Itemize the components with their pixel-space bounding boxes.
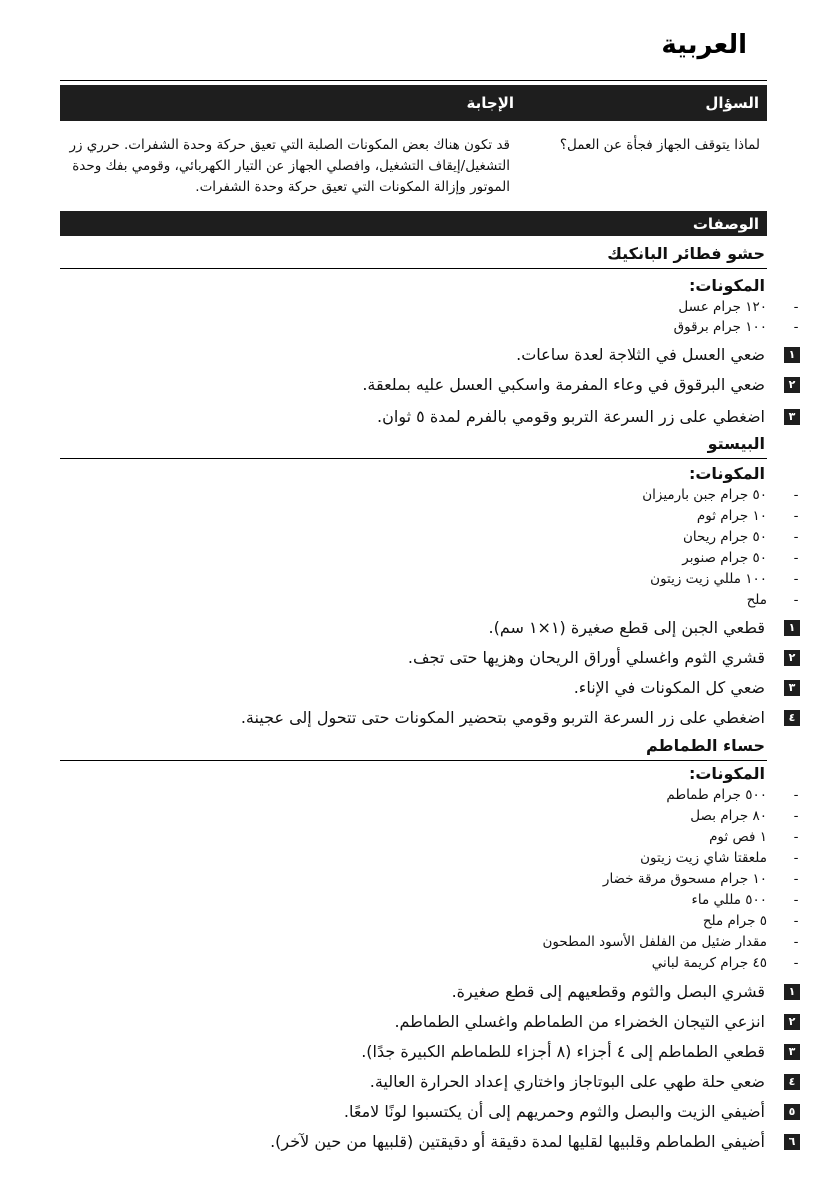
recipe-divider (60, 458, 767, 459)
ingredient-item (60, 316, 799, 338)
ingredient-item (60, 910, 799, 932)
ingredient-item (60, 868, 799, 890)
ingredient-text: ملح (746, 592, 767, 608)
step-number: ١ (784, 620, 800, 636)
ingredient-text: ١٠ جرام مسحوق مرقة خضار (602, 871, 767, 887)
ingredient-item (60, 547, 799, 569)
ingredient-text: ١ فص ثوم (709, 829, 767, 845)
bullet-dash: - (793, 913, 799, 929)
step-item (60, 1099, 796, 1125)
step-item (60, 1009, 796, 1035)
ingredient-text: ٥٠٠ مللي ماء (691, 892, 767, 908)
step-item (60, 1069, 796, 1095)
step-number: ٦ (784, 1134, 800, 1150)
bullet-dash: - (793, 829, 799, 845)
step-number: ٤ (784, 1074, 800, 1090)
step-number: ٥ (784, 1104, 800, 1120)
step-number: ٢ (784, 1014, 800, 1030)
recipe-divider (60, 760, 767, 761)
ingredient-text: ٤٥ جرام كريمة لباني (651, 955, 767, 971)
ingredients-title: المكونات: (688, 464, 765, 483)
bullet-dash: - (793, 319, 799, 335)
ingredient-item (60, 505, 799, 527)
bullet-dash: - (793, 850, 799, 866)
ingredient-text: ٥٠ جرام صنوبر (682, 550, 767, 566)
ingredient-text: مقدار ضئيل من الفلفل الأسود المطحون (542, 934, 767, 950)
language-title: العربية (661, 30, 747, 60)
ingredient-item (60, 526, 799, 548)
bullet-dash: - (793, 787, 799, 803)
ingredient-item (60, 589, 799, 611)
qa-answer: قد تكون هناك بعض المكونات الصلبة التي تعيق حركة وحدة الشفرات. حرري زر التشغيل/إيقاف التشغيل، وافصلي الجهاز عن التيار الكهربائي، وقومي بفك وحدة الموتور وإزالة المكونات التي تعيق حركة وحدة الشفرات. (69, 137, 510, 195)
bullet-dash: - (793, 955, 799, 971)
step-text: قطعي الطماطم إلى ٤ أجزاء (٨ أجزاء للطماطم الكبيرة جدًا). (361, 1042, 765, 1061)
step-item (60, 1129, 796, 1155)
ingredient-item (60, 826, 799, 848)
top-divider (60, 80, 767, 81)
recipes-header-bar (60, 211, 767, 236)
ingredient-item (60, 805, 799, 827)
recipe-pancake-filling (60, 244, 799, 434)
bullet-dash: - (793, 592, 799, 608)
qa-question: لماذا يتوقف الجهاز فجأة عن العمل؟ (559, 137, 760, 153)
ingredient-text: ١٠٠ مللي زيت زيتون (650, 571, 767, 587)
step-text: ضعي كل المكونات في الإناء. (573, 678, 765, 697)
ingredient-text: ٨٠ جرام بصل (690, 808, 767, 824)
ingredient-item (60, 568, 799, 590)
bullet-dash: - (793, 529, 799, 545)
ingredient-text: ١٠٠ جرام برقوق (673, 319, 767, 335)
recipe-title: حساء الطماطم (646, 736, 765, 755)
step-text: قشري الثوم واغسلي أوراق الريحان وهزيها حتى تجف. (407, 648, 765, 667)
bullet-dash: - (793, 550, 799, 566)
ingredient-item (60, 484, 799, 506)
bullet-dash: - (793, 299, 799, 315)
bullet-dash: - (793, 808, 799, 824)
recipe-title: البيستو (707, 434, 765, 453)
step-text: أضيفي الطماطم وقلبيها لقليها لمدة دقيقة أو دقيقتين (قلبيها من حين لآخر). (270, 1132, 765, 1151)
step-text: اضغطي على زر السرعة التربو وقومي بتحضير المكونات حتى تتحول إلى عجينة. (240, 708, 765, 727)
step-number: ١ (784, 984, 800, 1000)
step-text: ضعي حلة طهي على البوتاجاز واختاري إعداد الحرارة العالية. (369, 1072, 765, 1091)
step-text: أضيفي الزيت والبصل والثوم وحمريهم إلى أن يكتسبوا لونًا لامعًا. (343, 1102, 765, 1121)
step-item (60, 404, 796, 430)
step-number: ٢ (784, 377, 800, 393)
ingredient-item (60, 784, 799, 806)
step-number: ٢ (784, 650, 800, 666)
bullet-dash: - (793, 871, 799, 887)
step-item (60, 675, 796, 701)
ingredient-text: ١٠ جرام ثوم (696, 508, 767, 524)
recipe-pesto (60, 434, 799, 734)
recipe-divider (60, 268, 767, 269)
qa-header-bar (60, 85, 767, 121)
step-number: ٣ (784, 1044, 800, 1060)
ingredients-title: المكونات: (688, 764, 765, 783)
ingredient-text: ٥٠ جرام ريحان (682, 529, 767, 545)
step-item (60, 372, 796, 398)
step-item (60, 705, 796, 731)
bullet-dash: - (793, 892, 799, 908)
step-item (60, 342, 796, 368)
ingredient-item (60, 952, 799, 974)
ingredient-text: ٥٠٠ جرام طماطم (666, 787, 767, 803)
step-text: قطعي الجبن إلى قطع صغيرة (١×١ سم). (488, 618, 765, 637)
step-text: اضغطي على زر السرعة التربو وقومي بالفرم لمدة ٥ ثوان. (377, 407, 765, 426)
step-item (60, 979, 796, 1005)
recipe-title: حشو فطائر البانكيك (607, 244, 765, 263)
step-text: ضعي البرقوق في وعاء المفرمة واسكبي العسل عليه بملعقة. (362, 375, 765, 394)
bullet-dash: - (793, 571, 799, 587)
step-text: قشري البصل والثوم وقطعيهم إلى قطع صغيرة. (451, 982, 765, 1001)
ingredient-item (60, 931, 799, 953)
ingredient-text: ٥٠ جرام جبن بارميزان (642, 487, 767, 503)
ingredient-text: ٥ جرام ملح (702, 913, 767, 929)
step-item (60, 615, 796, 641)
ingredient-text: ملعقتا شاي زيت زيتون (640, 850, 767, 866)
bullet-dash: - (793, 487, 799, 503)
ingredients-title: المكونات: (688, 276, 765, 295)
recipe-tomato-soup (60, 736, 799, 1156)
step-number: ٣ (784, 409, 800, 425)
answer-header: الإجابة (466, 94, 514, 112)
question-header: السؤال (705, 94, 759, 112)
step-text: ضعي العسل في الثلاجة لعدة ساعات. (516, 345, 765, 364)
ingredient-item (60, 847, 799, 869)
step-item (60, 645, 796, 671)
ingredient-item (60, 296, 799, 318)
ingredient-item (60, 889, 799, 911)
step-text: انزعي التيجان الخضراء من الطماطم واغسلي الطماطم. (394, 1012, 765, 1031)
recipes-header: الوصفات (692, 214, 759, 233)
bullet-dash: - (793, 934, 799, 950)
step-number: ٣ (784, 680, 800, 696)
step-item (60, 1039, 796, 1065)
step-number: ١ (784, 347, 800, 363)
bullet-dash: - (793, 508, 799, 524)
ingredient-text: ١٢٠ جرام عسل (678, 299, 767, 315)
step-number: ٤ (784, 710, 800, 726)
